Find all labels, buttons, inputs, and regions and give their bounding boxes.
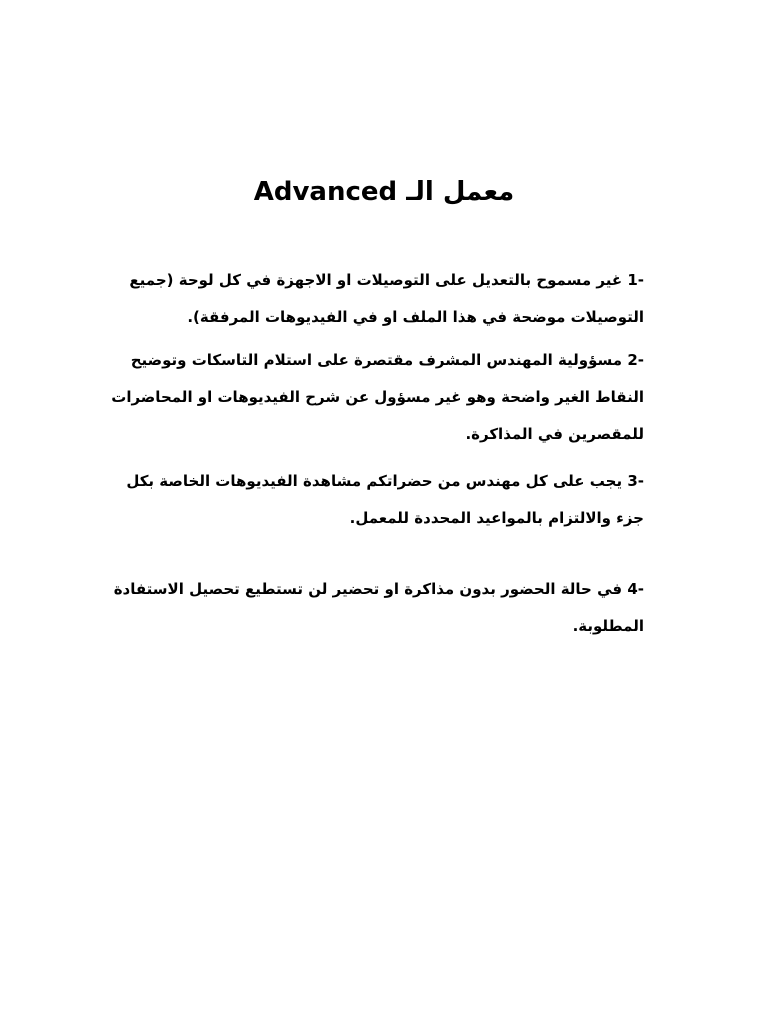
- item-text: مسؤولية المهندس المشرف مقتصرة على استلام التاسكات وتوضيح النقاط الغير واضحة وهو غير مسؤول عن شرح الفيديوهات او المحاضرات للمقصرين في المذاكرة.: [111, 351, 644, 443]
- item-number: 2-: [627, 351, 644, 369]
- instruction-item-1: [96, 262, 644, 336]
- item-number: 1-: [627, 271, 644, 289]
- document-title: معمل الـ Advanced: [253, 177, 515, 207]
- item-text: في حالة الحضور بدون مذاكرة او تحضير لن تستطيع تحصيل الاستفادة المطلوبة.: [113, 580, 644, 635]
- item-number: 3-: [627, 472, 644, 490]
- instruction-item-4: [96, 571, 644, 645]
- instruction-item-3: [96, 463, 644, 537]
- item-number: 4-: [627, 580, 644, 598]
- instruction-item-2: [96, 342, 644, 453]
- instructions-list: [96, 262, 644, 645]
- item-text: يجب على كل مهندس من حضراتكم مشاهدة الفيديوهات الخاصة بكل جزء والالتزام بالمواعيد المحددة للمعمل.: [126, 472, 644, 527]
- item-text: غير مسموح بالتعديل على التوصيلات او الاجهزة في كل لوحة (جميع التوصيلات موضحة في هذا الملف او في الفيديوهات المرفقة).: [129, 271, 644, 326]
